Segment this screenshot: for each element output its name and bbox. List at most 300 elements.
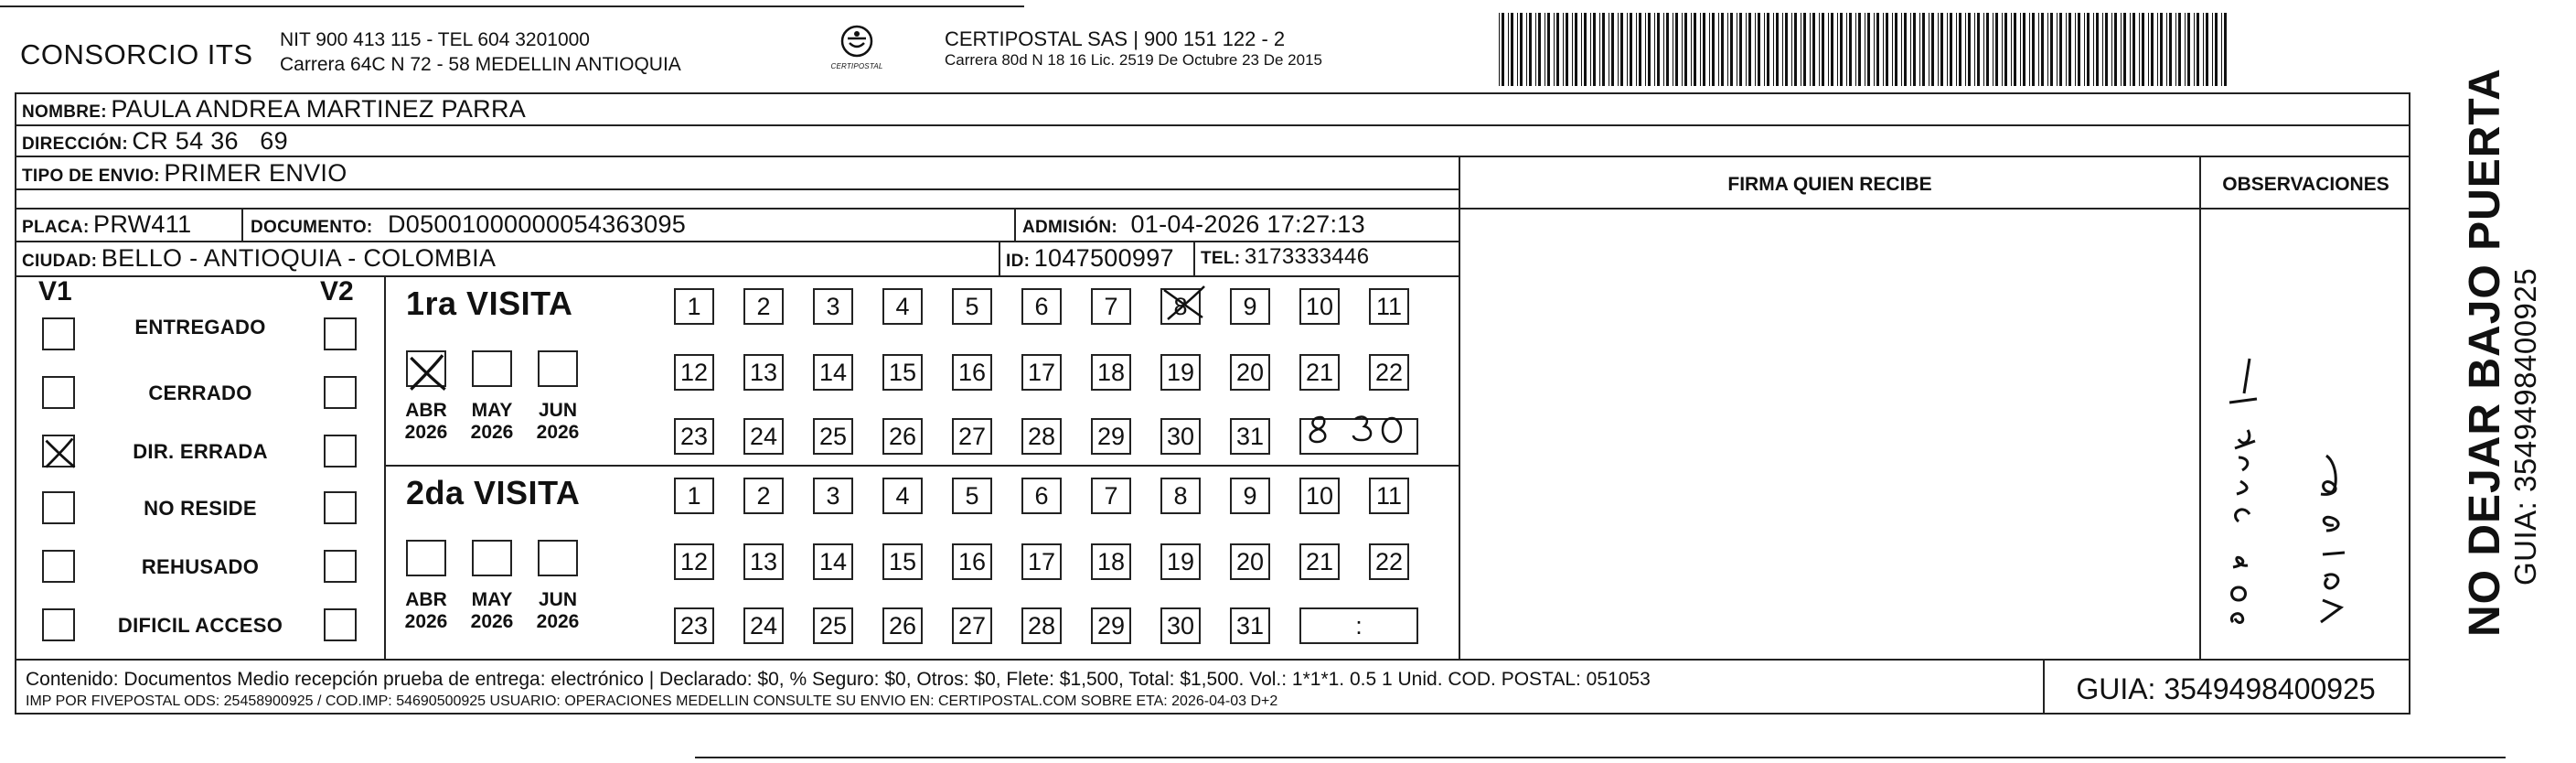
tel-value: 3173333446: [1244, 244, 1370, 269]
barcode-bar: [1611, 13, 1614, 86]
documento-label: DOCUMENTO:: [251, 218, 373, 237]
barcode-bar: [1831, 13, 1833, 86]
barcode-bar: [1803, 13, 1806, 86]
barcode-bar: [1785, 13, 1788, 86]
barcode: [1497, 13, 2229, 86]
day-box[interactable]: 30: [1160, 418, 1201, 455]
barcode-bar: [2068, 13, 2071, 86]
day-box[interactable]: 31: [1230, 418, 1270, 455]
handwritten-x-mark: [406, 350, 450, 394]
barcode-bar: [1922, 13, 1925, 86]
v2-checkbox[interactable]: [324, 376, 357, 409]
documento-cell: [251, 210, 686, 239]
day-box[interactable]: 6: [1021, 288, 1062, 325]
barcode-bar: [1901, 13, 1902, 86]
day-box[interactable]: 28: [1021, 607, 1062, 644]
barcode-bar: [2166, 13, 2167, 86]
day-box[interactable]: 22: [1369, 543, 1409, 580]
barcode-bar: [1892, 13, 1893, 86]
barcode-bar: [1837, 13, 1838, 86]
barcode-bar: [1876, 13, 1879, 86]
firma-heading: FIRMA QUIEN RECIBE: [1727, 174, 1932, 195]
barcode-bar: [1983, 13, 1984, 86]
barcode-bar: [1904, 13, 1907, 86]
barcode-bar: [2185, 13, 2186, 86]
footer-print-line: IMP POR FIVEPOSTAL ODS: 25458900925 / COD.IMP: 54690500925 USUARIO: OPERACIONES MEDELLIN CONSULTE SU ENVIO EN: CERTIPOSTAL.COM SOBRE ETA: 2026-04-03 D+2: [26, 693, 1278, 709]
day-box[interactable]: 7: [1091, 288, 1131, 325]
month-label: [394, 589, 458, 633]
row-divider: [15, 188, 1459, 190]
ciudad-cell: [22, 244, 496, 273]
barcode-bar: [2178, 13, 2181, 86]
status-label-5: DIFICIL ACCESO: [117, 614, 283, 637]
day-box[interactable]: 29: [1091, 607, 1131, 644]
certipostal-logo-icon: [839, 23, 875, 59]
barcode-bar: [2023, 13, 2026, 86]
visit-title-1: 1ra VISITA: [406, 285, 573, 322]
barcode-bar: [2130, 13, 2131, 86]
barcode-bar: [2093, 13, 2094, 86]
barcode-bar: [2224, 13, 2227, 86]
month-checkbox-may[interactable]: [472, 540, 512, 576]
day-box[interactable]: 16: [952, 543, 992, 580]
day-box[interactable]: 5: [952, 288, 992, 325]
barcode-bar: [1682, 13, 1683, 86]
day-box[interactable]: 17: [1021, 354, 1062, 391]
v1-checkbox[interactable]: [42, 608, 75, 641]
barcode-bar: [1794, 13, 1797, 86]
day-box[interactable]: 17: [1021, 543, 1062, 580]
day-box[interactable]: 10: [1299, 478, 1340, 514]
barcode-bar: [1858, 13, 1861, 86]
barcode-bar: [1950, 13, 1952, 86]
barcode-bar: [2187, 13, 2190, 86]
barcode-bar: [2148, 13, 2149, 86]
row-divider: [15, 156, 2410, 157]
barcode-bar: [1791, 13, 1792, 86]
day-box[interactable]: 4: [882, 288, 923, 325]
barcode-bar: [1730, 13, 1733, 86]
barcode-bar: [2132, 13, 2135, 86]
barcode-bar: [2084, 13, 2085, 86]
v1-checkbox[interactable]: [42, 435, 75, 467]
barcode-bar: [1499, 13, 1500, 86]
barcode-bar: [1755, 13, 1756, 86]
day-box[interactable]: 24: [743, 418, 784, 455]
day-box[interactable]: 6: [1021, 478, 1062, 514]
barcode-bar: [1639, 13, 1641, 86]
barcode-bar: [1538, 13, 1541, 86]
v2-checkbox[interactable]: [324, 550, 357, 583]
barcode-bar: [2203, 13, 2204, 86]
barcode-bar: [1959, 13, 1961, 86]
barcode-bar: [2169, 13, 2172, 86]
barcode-bar: [1654, 13, 1655, 86]
certipostal-info: [945, 27, 1322, 70]
certipostal-logo-caption: CERTIPOSTAL: [830, 62, 883, 70]
barcode-bar: [1828, 13, 1829, 86]
row-divider: [15, 241, 1459, 242]
barcode-bar: [1563, 13, 1564, 86]
barcode-bar: [1620, 13, 1623, 86]
day-box[interactable]: 21: [1299, 543, 1340, 580]
v1-checkbox[interactable]: [42, 376, 75, 409]
barcode-bar: [1767, 13, 1769, 86]
barcode-bar: [2194, 13, 2195, 86]
barcode-bar: [1968, 13, 1971, 86]
barcode-bar: [2221, 13, 2222, 86]
day-box[interactable]: 20: [1230, 354, 1270, 391]
v2-checkbox[interactable]: [324, 435, 357, 467]
barcode-bar: [1584, 13, 1587, 86]
barcode-bar: [2102, 13, 2103, 86]
month-year: 2026: [536, 611, 580, 632]
barcode-bar: [1812, 13, 1815, 86]
status-label-0: ENTREGADO: [134, 316, 266, 339]
month-name: ABR: [405, 400, 447, 421]
barcode-bar: [2047, 13, 2048, 86]
day-box[interactable]: 12: [674, 543, 714, 580]
barcode-bar: [2121, 13, 2122, 86]
direccion-row: [22, 127, 288, 156]
status-label-2: DIR. ERRADA: [133, 440, 268, 463]
column-divider: [1193, 241, 1195, 275]
barcode-bar: [1883, 13, 1884, 86]
barcode-bar: [1666, 13, 1669, 86]
barcode-bar: [1517, 13, 1518, 86]
day-box[interactable]: 25: [813, 607, 853, 644]
day-box[interactable]: 13: [743, 354, 784, 391]
day-box[interactable]: 8: [1160, 478, 1201, 514]
handwritten-time: [1300, 408, 1423, 450]
barcode-bar: [1849, 13, 1852, 86]
day-box[interactable]: 15: [882, 543, 923, 580]
day-box[interactable]: 26: [882, 418, 923, 455]
barcode-bar: [1819, 13, 1820, 86]
day-box[interactable]: 26: [882, 607, 923, 644]
barcode-bar: [2105, 13, 2108, 86]
barcode-bar: [2029, 13, 2030, 86]
id-cell: [1006, 244, 1174, 273]
id-label: ID:: [1006, 252, 1031, 271]
barcode-bar: [1554, 13, 1555, 86]
barcode-bar: [1630, 13, 1632, 86]
barcode-bar: [1657, 13, 1660, 86]
certipostal-address-line: Carrera 80d N 18 16 Lic. 2519 De Octubre 23 De 2015: [945, 51, 1322, 69]
barcode-bar: [1718, 13, 1719, 86]
barcode-bar: [1547, 13, 1550, 86]
month-name: JUN: [538, 589, 577, 610]
column-divider: [2199, 156, 2201, 659]
barcode-bar: [2087, 13, 2090, 86]
day-box[interactable]: 30: [1160, 607, 1201, 644]
ciudad-value: BELLO - ANTIOQUIA - COLOMBIA: [101, 244, 497, 272]
column-divider: [1014, 208, 1016, 241]
barcode-bar: [1593, 13, 1596, 86]
time-box[interactable]: :: [1299, 607, 1418, 644]
barcode-bar: [2050, 13, 2053, 86]
v1-checkbox[interactable]: [42, 491, 75, 524]
no-dejar-bajo-puerta-notice: NO DEJAR BAJO PUERTA: [2461, 68, 2509, 637]
barcode-bar: [1663, 13, 1664, 86]
barcode-bar: [1691, 13, 1692, 86]
row-divider: [15, 275, 1459, 277]
day-box[interactable]: 1: [674, 478, 714, 514]
day-box[interactable]: 11: [1369, 288, 1409, 325]
v2-checkbox[interactable]: [324, 608, 357, 641]
barcode-bar: [2096, 13, 2099, 86]
barcode-bar: [1748, 13, 1751, 86]
tipo-envio-row: [22, 159, 347, 188]
day-box[interactable]: 24: [743, 607, 784, 644]
day-box[interactable]: 29: [1091, 418, 1131, 455]
v1-checkbox[interactable]: [42, 317, 75, 350]
day-box[interactable]: 5: [952, 478, 992, 514]
barcode-bar: [1986, 13, 1989, 86]
month-name: ABR: [405, 589, 447, 610]
barcode-bar: [1956, 13, 1957, 86]
day-box[interactable]: 19: [1160, 354, 1201, 391]
handwritten-observation: [2211, 348, 2403, 640]
barcode-bar: [1965, 13, 1966, 86]
day-box[interactable]: 10: [1299, 288, 1340, 325]
barcode-bar: [2212, 13, 2213, 86]
day-box[interactable]: 11: [1369, 478, 1409, 514]
day-box[interactable]: 3: [813, 478, 853, 514]
month-name: MAY: [471, 589, 513, 610]
status-label-1: CERRADO: [148, 382, 252, 404]
barcode-bar: [1590, 13, 1591, 86]
day-box[interactable]: 12: [674, 354, 714, 391]
barcode-bar: [1703, 13, 1705, 86]
barcode-bar: [1810, 13, 1811, 86]
barcode-bar: [1895, 13, 1897, 86]
barcode-bar: [1526, 13, 1527, 86]
barcode-bar: [1529, 13, 1532, 86]
day-box[interactable]: 27: [952, 418, 992, 455]
barcode-bar: [2175, 13, 2176, 86]
barcode-bar: [1867, 13, 1870, 86]
barcode-bar: [1773, 13, 1774, 86]
day-box[interactable]: 15: [882, 354, 923, 391]
barcode-bar: [1947, 13, 1948, 86]
row-divider: [15, 124, 2410, 126]
barcode-bar: [1846, 13, 1847, 86]
barcode-bar: [1776, 13, 1779, 86]
barcode-bar: [1855, 13, 1856, 86]
admision-cell: [1022, 210, 1365, 239]
barcode-bar: [1782, 13, 1783, 86]
day-box[interactable]: 28: [1021, 418, 1062, 455]
v2-heading: V2: [320, 276, 354, 306]
tel-label: TEL:: [1201, 249, 1241, 268]
barcode-bar: [1840, 13, 1843, 86]
barcode-bar: [2215, 13, 2218, 86]
guia-number: GUIA: 3549498400925: [2076, 672, 2376, 705]
row-divider: [15, 208, 2410, 210]
month-year: 2026: [536, 422, 580, 443]
barcode-bar: [1511, 13, 1513, 86]
barcode-bar: [2032, 13, 2035, 86]
row-divider: [15, 659, 2410, 661]
barcode-bar: [2142, 13, 2144, 86]
day-box[interactable]: 19: [1160, 543, 1201, 580]
day-box[interactable]: 14: [813, 354, 853, 391]
day-box[interactable]: 23: [674, 418, 714, 455]
nombre-value: PAULA ANDREA MARTINEZ PARRA: [111, 95, 527, 123]
barcode-bar: [1913, 13, 1916, 86]
day-box[interactable]: 23: [674, 607, 714, 644]
barcode-bar: [2011, 13, 2012, 86]
barcode-bar: [2057, 13, 2058, 86]
barcode-bar: [1556, 13, 1559, 86]
barcode-bar: [1938, 13, 1939, 86]
bottom-rule: [695, 757, 2506, 758]
tel-cell: [1201, 244, 1369, 270]
barcode-bar: [2002, 13, 2003, 86]
day-box[interactable]: 2: [743, 288, 784, 325]
barcode-bar: [2114, 13, 2117, 86]
day-box[interactable]: 9: [1230, 288, 1270, 325]
day-box[interactable]: 13: [743, 543, 784, 580]
barcode-bar: [1974, 13, 1975, 86]
barcode-bar: [1694, 13, 1696, 86]
status-label-4: REHUSADO: [141, 555, 260, 578]
barcode-bar: [2078, 13, 2080, 86]
barcode-bar: [1758, 13, 1760, 86]
documento-value: D05001000000054363095: [388, 210, 687, 238]
v2-checkbox[interactable]: [324, 317, 357, 350]
day-box[interactable]: 9: [1230, 478, 1270, 514]
nombre-row: [22, 95, 526, 124]
barcode-bar: [1886, 13, 1888, 86]
barcode-bar: [1721, 13, 1724, 86]
visit-title-2: 2da VISITA: [406, 474, 581, 511]
barcode-bar: [1931, 13, 1934, 86]
day-box[interactable]: 1: [674, 288, 714, 325]
placa-label: PLACA:: [22, 218, 90, 237]
barcode-bar: [1700, 13, 1701, 86]
barcode-bar: [1602, 13, 1605, 86]
barcode-bar: [1712, 13, 1715, 86]
day-box[interactable]: 16: [952, 354, 992, 391]
barcode-bar: [1727, 13, 1728, 86]
barcode-bar: [1977, 13, 1980, 86]
barcode-bar: [1508, 13, 1509, 86]
barcode-bar: [1684, 13, 1687, 86]
v2-checkbox[interactable]: [324, 491, 357, 524]
month-checkbox-jun[interactable]: [538, 350, 578, 387]
company-address-line: Carrera 64C N 72 - 58 MEDELLIN ANTIOQUIA: [280, 54, 681, 75]
company-name: CONSORCIO ITS: [20, 38, 253, 70]
handwritten-x-mark: [42, 435, 79, 471]
barcode-bar: [2059, 13, 2062, 86]
tipo-envio-label: TIPO DE ENVIO:: [22, 167, 160, 186]
day-box[interactable]: 22: [1369, 354, 1409, 391]
barcode-bar: [1746, 13, 1747, 86]
v1-heading: V1: [38, 276, 72, 306]
barcode-bar: [2160, 13, 2163, 86]
month-label: [526, 400, 590, 444]
day-box[interactable]: 7: [1091, 478, 1131, 514]
barcode-bar: [1675, 13, 1678, 86]
day-box[interactable]: 20: [1230, 543, 1270, 580]
barcode-bar: [2004, 13, 2007, 86]
barcode-bar: [2151, 13, 2154, 86]
day-box[interactable]: 2: [743, 478, 784, 514]
top-rule: [0, 5, 1024, 7]
barcode-bar: [1535, 13, 1536, 86]
barcode-bar: [2206, 13, 2208, 86]
day-box[interactable]: 3: [813, 288, 853, 325]
direccion-label: DIRECCIÓN:: [22, 134, 128, 154]
month-year: 2026: [404, 611, 448, 632]
barcode-bar: [1648, 13, 1651, 86]
month-year: 2026: [470, 422, 514, 443]
month-label: [460, 589, 524, 633]
barcode-bar: [2041, 13, 2044, 86]
direccion-value: CR 54 36 69: [132, 127, 288, 155]
day-box[interactable]: 18: [1091, 354, 1131, 391]
column-divider: [999, 241, 1000, 275]
month-checkbox-may[interactable]: [472, 350, 512, 387]
barcode-bar: [2066, 13, 2067, 86]
day-box[interactable]: 31: [1230, 607, 1270, 644]
month-label: [394, 400, 458, 444]
column-divider: [384, 275, 386, 659]
day-box[interactable]: 18: [1091, 543, 1131, 580]
id-value: 1047500997: [1033, 244, 1174, 272]
day-box[interactable]: 27: [952, 607, 992, 644]
barcode-bar: [1995, 13, 1998, 86]
day-box[interactable]: 21: [1299, 354, 1340, 391]
barcode-bar: [1599, 13, 1600, 86]
barcode-bar: [2014, 13, 2016, 86]
day-box[interactable]: 25: [813, 418, 853, 455]
barcode-bar: [1572, 13, 1573, 86]
barcode-bar: [1739, 13, 1742, 86]
barcode-bar: [2123, 13, 2126, 86]
side-guia-number: GUIA: 3549498400925: [2508, 267, 2542, 586]
barcode-bar: [1566, 13, 1568, 86]
barcode-bar: [1764, 13, 1765, 86]
barcode-bar: [2139, 13, 2140, 86]
month-checkbox-abr[interactable]: [406, 350, 446, 387]
company-info: [280, 27, 681, 77]
barcode-bar: [1940, 13, 1943, 86]
barcode-bar: [2020, 13, 2021, 86]
admision-value: 01-04-2026 17:27:13: [1130, 210, 1365, 238]
day-box[interactable]: [1160, 288, 1201, 325]
barcode-bar: [2075, 13, 2076, 86]
day-box[interactable]: 14: [813, 543, 853, 580]
ciudad-label: CIUDAD:: [22, 252, 98, 271]
barcode-bar: [1618, 13, 1619, 86]
month-checkbox-abr[interactable]: [406, 540, 446, 576]
placa-value: PRW411: [93, 210, 192, 238]
day-box[interactable]: 4: [882, 478, 923, 514]
barcode-bar: [2111, 13, 2112, 86]
barcode-bar: [1502, 13, 1504, 86]
barcode-bar: [1581, 13, 1582, 86]
v1-checkbox[interactable]: [42, 550, 75, 583]
company-nit-line: NIT 900 413 115 - TEL 604 3201000: [280, 29, 590, 50]
month-label: [460, 400, 524, 444]
month-label: [526, 589, 590, 633]
month-checkbox-jun[interactable]: [538, 540, 578, 576]
barcode-bar: [1919, 13, 1920, 86]
barcode-bar: [1709, 13, 1710, 86]
